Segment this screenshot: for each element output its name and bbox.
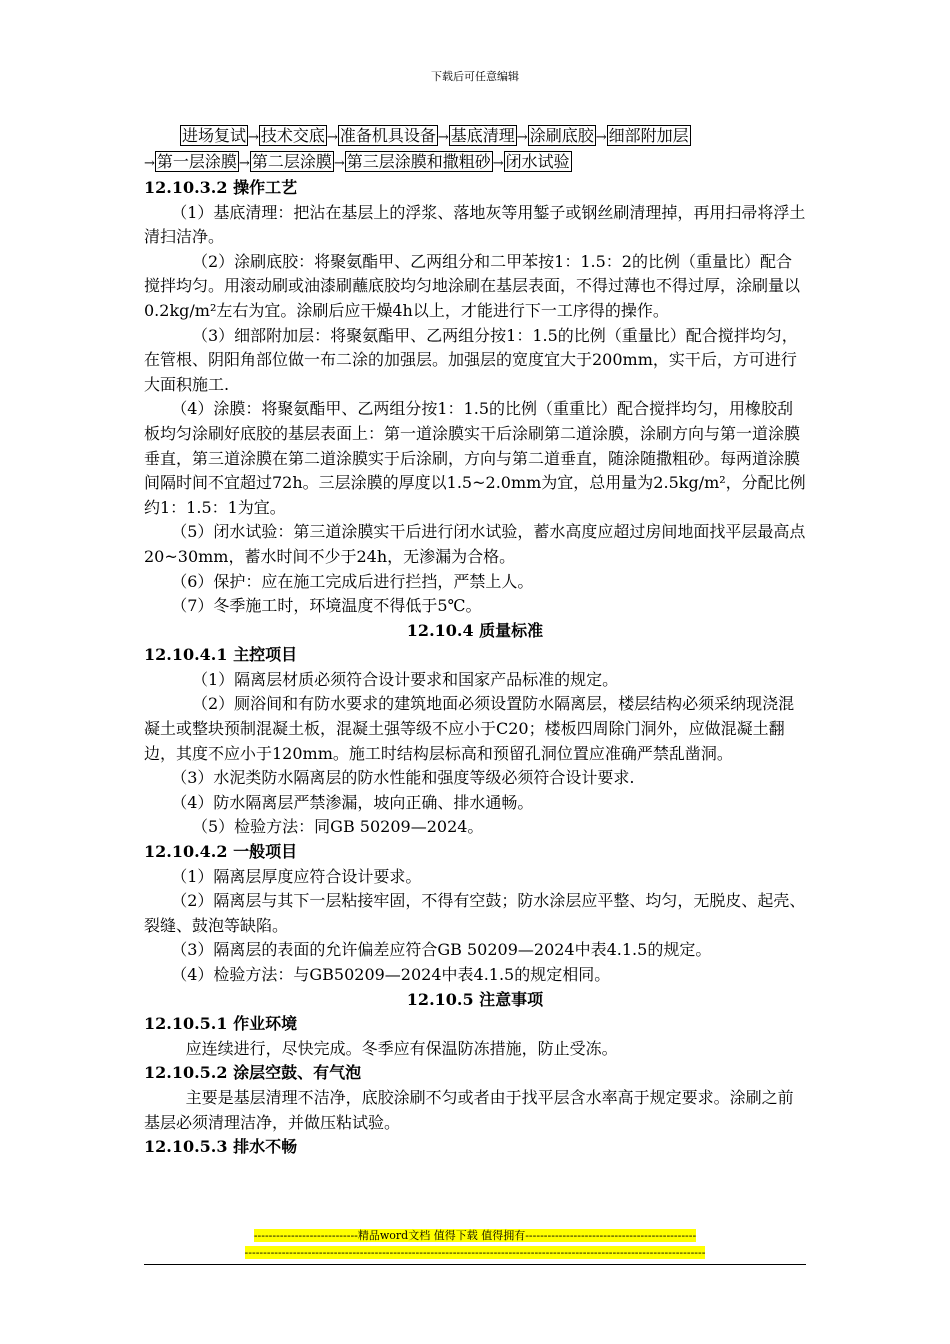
section-heading: 12.10.4.2 一般项目 (144, 842, 298, 862)
flow-step: 第一层涂膜 (156, 152, 237, 171)
flow-step: 基底清理 (450, 126, 515, 145)
section-heading: 12.10.3.2 操作工艺 (144, 178, 298, 197)
flow-arrow-icon: → (144, 156, 155, 171)
paragraph: 应连续进行，尽快完成。冬季应有保温防冻措施，防止受冻。 (185, 1038, 618, 1058)
footer-dash-line (144, 1246, 806, 1259)
page-header-note: 下载后可任意编辑 (431, 70, 519, 83)
paragraph: （5）检验方法：同GB 50209—2024。 (192, 817, 484, 837)
paragraph: （1）隔离层厚度应符合设计要求。 (171, 866, 422, 886)
flow-step: 第二层涂膜 (251, 152, 332, 171)
footer-rule (144, 1264, 806, 1265)
section-title: 12.10.5 注意事项 (406, 989, 544, 1009)
flow-step: 细部附加层 (608, 126, 689, 145)
flow-arrow-icon: → (516, 130, 528, 145)
process-flow-row-2 (144, 150, 806, 176)
flow-step: 准备机具设备 (339, 126, 436, 145)
flow-arrow-icon: → (326, 130, 338, 145)
paragraph: （7）冬季施工时，环境温度不得低于5℃。 (171, 596, 482, 616)
flow-arrow-icon: → (492, 156, 504, 171)
flow-step: 第三层涂膜和撒粗砂 (346, 152, 491, 171)
paragraph: （1）基底清理：把沾在基层上的浮浆、落地灰等用錾子或钢丝刷清理掉，再用扫帚将浮土清扫洁净。 (144, 202, 806, 247)
paragraph: 主要是基层清理不洁净，底胶涂刷不匀或者由于找平层含水率高于规定要求。涂刷之前基层必须清理洁净，并做压粘试验。 (144, 1087, 794, 1132)
paragraph: （4）防水隔离层严禁渗漏，坡向正确、排水通畅。 (171, 792, 534, 812)
flow-step: 进场复试 (182, 126, 247, 145)
paragraph: （2）涂刷底胶：将聚氨酯甲、乙两组分和二甲苯按1：1.5：2的比例（重量比）配合搅拌均匀。用滚动刷或油漆刷蘸底胶均匀地涂刷在基层表面，不得过薄也不得过厚，涂刷量以0.2kg/m²左右为宜。涂刷后应干燥4h以上，才能进行下一工序得的操作。 (144, 251, 801, 320)
paragraph: （2）隔离层与其下一层粘接牢固，不得有空鼓；防水涂层应平整、均匀，无脱皮、起壳、裂缝、鼓泡等缺陷。 (144, 891, 806, 935)
flow-arrow-icon: → (238, 156, 250, 171)
section-title: 12.10.4 质量标准 (406, 620, 544, 640)
section-heading: 12.10.5.1 作业环境 (144, 1014, 298, 1034)
flow-arrow-icon: → (437, 130, 449, 145)
flow-step: 闭水试验 (505, 152, 570, 171)
document-body (144, 124, 806, 1160)
flow-arrow-icon: → (248, 130, 259, 145)
paragraph: （4）检验方法：与GB50209—2024中表4.1.5的规定相同。 (171, 965, 611, 984)
paragraph: （2）厕浴间和有防水要求的建筑地面必须设置防水隔离层，楼层结构必须采纳现浇混凝土或整块预制混凝土板，混凝土强等级不应小于C20；楼板四周除门洞外，应做混凝土翻边，其度不应小于120mm。施工时结构层标高和预留孔洞位置应准确严禁乱凿洞。 (144, 694, 795, 763)
flow-arrow-icon: → (595, 130, 607, 145)
process-flow-row-1 (144, 124, 806, 150)
flow-step: 技术交底 (260, 126, 325, 145)
paragraph: （3）隔离层的表面的允许偏差应符合GB 50209—2024中表4.1.5的规定。 (171, 940, 712, 960)
footer-banner (144, 1229, 806, 1242)
paragraph: （1）隔离层材质必须符合设计要求和国家产品标准的规定。 (192, 669, 619, 689)
paragraph: （3）水泥类防水隔离层的防水性能和强度等级必须符合设计要求. (171, 768, 635, 788)
paragraph: （4）涂膜：将聚氨酯甲、乙两组分按1：1.5的比例（重重比）配合搅拌均匀，用橡胶刮板均匀涂刷好底胶的基层表面上：第一道涂膜实干后涂刷第二道涂膜，涂刷方向与第一道涂膜垂直，第三道涂膜在第二道涂膜实于后涂刷，方向与第二道垂直，随涂随撒粗砂。每两道涂膜间隔时间不宜超过72h。三层涂膜的厚度以1.5~2.0mm为宜，总用量为2.5kg/m²，分配比例约1：1.5：1为宜。 (144, 399, 806, 517)
paragraph: （6）保护：应在施工完成后进行拦挡，严禁上人。 (171, 571, 534, 591)
flow-arrow-icon: → (333, 156, 345, 171)
section-heading: 12.10.4.1 主控项目 (144, 645, 298, 665)
section-heading: 12.10.5.3 排水不畅 (144, 1137, 298, 1157)
flow-step: 涂刷底胶 (529, 126, 594, 145)
paragraph: （5）闭水试验：第三道涂膜实干后进行闭水试验，蓄水高度应超过房间地面找平层最高点20~30mm，蓄水时间不少于24h，无渗漏为合格。 (144, 522, 806, 566)
footer-dash-text: ---------------------------------------------------------------------------------------------------------------------------- (244, 1246, 706, 1259)
section-heading: 12.10.5.2 涂层空鼓、有气泡 (144, 1063, 362, 1083)
footer-banner-text: ----------------------------精品word文档 值得下载 值得拥有---------------------------------------------- (253, 1229, 697, 1242)
paragraph: （3）细部附加层：将聚氨酯甲、乙两组分按1：1.5的比例（重量比）配合搅拌均匀，在管根、阴阳角部位做一布二涂的加强层。加强层的宽度宜大于200mm，实干后，方可进行大面积施工. (144, 325, 798, 394)
